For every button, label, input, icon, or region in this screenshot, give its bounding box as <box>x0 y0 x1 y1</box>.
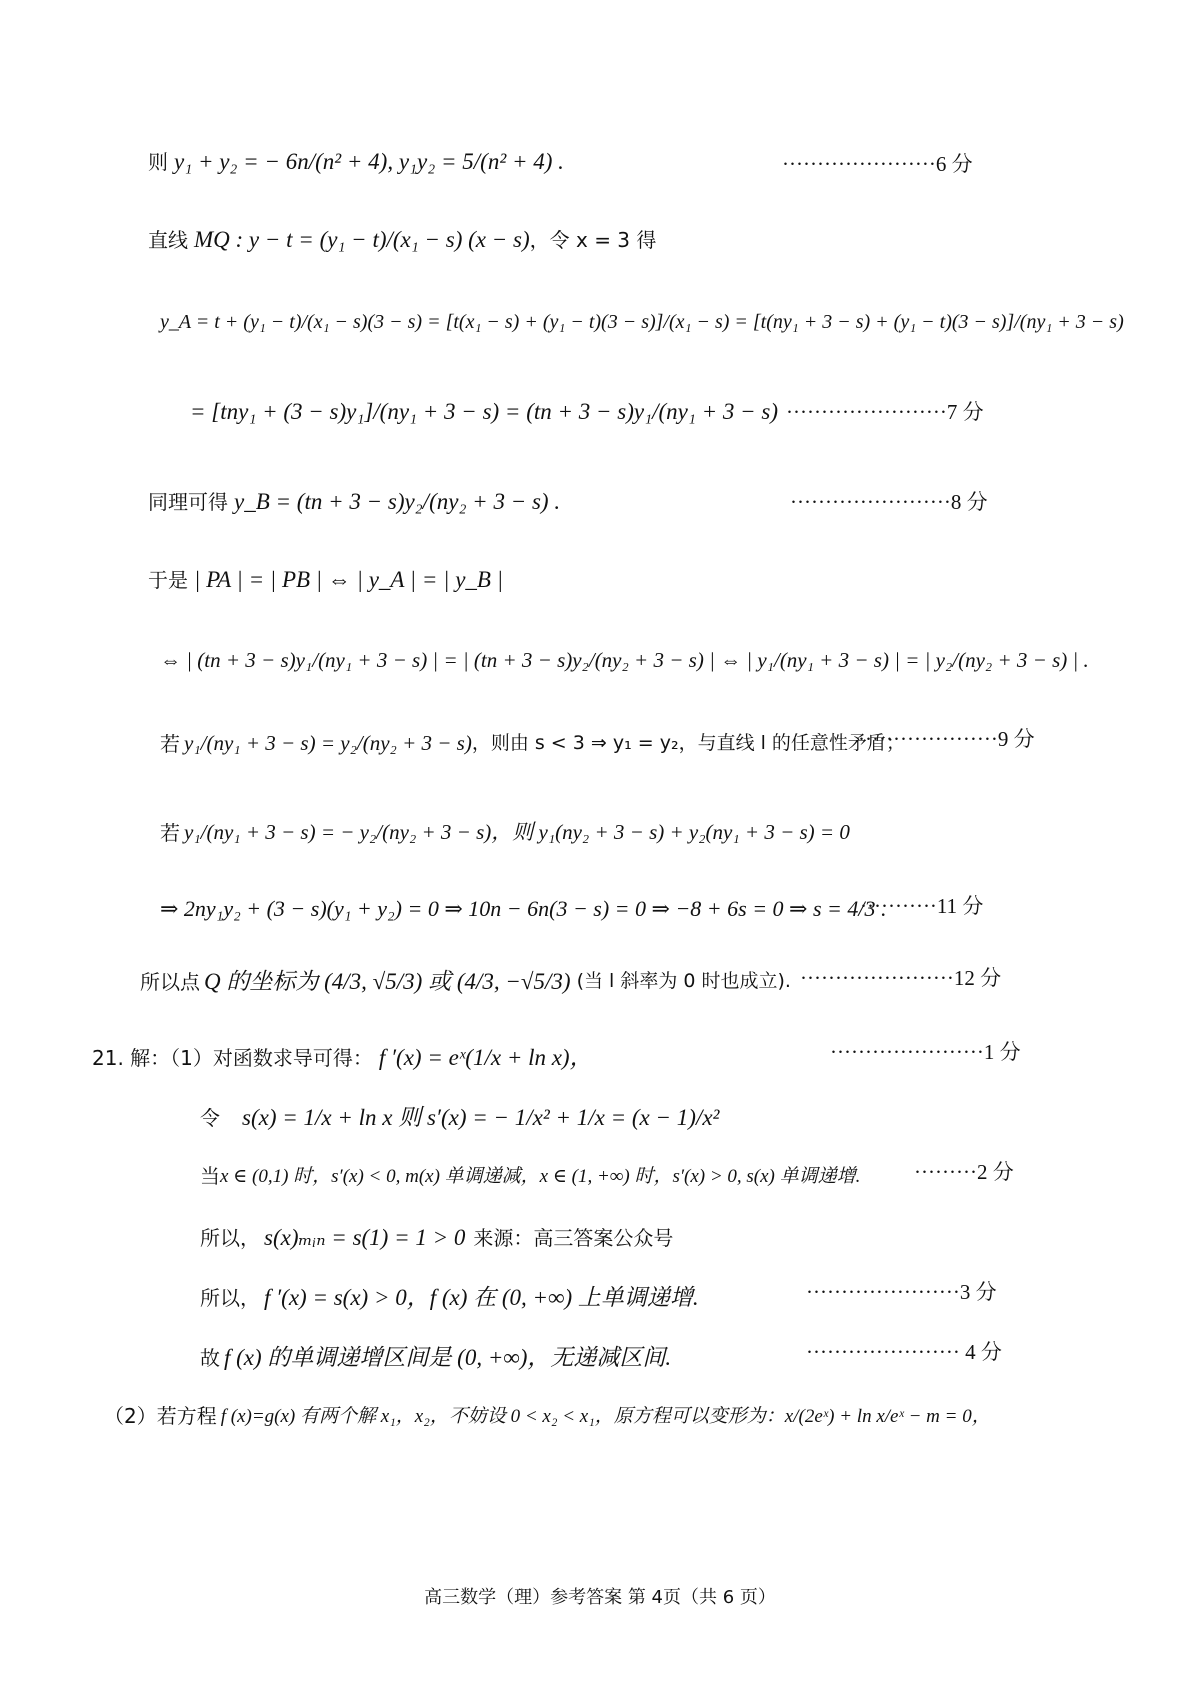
line-prefix: 则 <box>148 149 168 174</box>
score-marker: ······················6 分 <box>782 152 973 176</box>
score-marker: ·······················8 分 <box>790 490 988 514</box>
score-marker: ······················ 4 分 <box>806 1340 1002 1364</box>
score-marker: ······················1 分 <box>830 1040 1021 1064</box>
score-marker: ·········2 分 <box>914 1160 1014 1184</box>
score-marker: ······················3 分 <box>806 1280 997 1304</box>
line-s-minimum <box>200 1226 673 1249</box>
line-ya-simplified <box>190 400 778 423</box>
formula: f (x) 的单调递增区间是 (0, +∞)，无递减区间. <box>224 1345 672 1370</box>
formula: y₁/(ny₁ + 3 − s) = y₂/(ny₂ + 3 − s) <box>184 731 472 755</box>
line-prefix: 所以， <box>200 1285 260 1310</box>
line-y1-y2-sum-product <box>148 150 564 173</box>
formula: y₁ + y₂ = − 6n/(n² + 4), y₁y₂ = 5/(n² + 4) . <box>174 149 564 174</box>
line-monotonicity-s <box>200 1166 860 1186</box>
line-prefix: 于是 <box>148 567 188 592</box>
formula: Q 的坐标为 (4/3, √5/3) 或 (4/3, −√5/3) <box>204 969 571 994</box>
line-prefix: 若 <box>160 820 180 845</box>
line-ya-derivation <box>160 312 1124 332</box>
line-suffix: (当 l 斜率为 0 时也成立). <box>576 970 791 992</box>
formula: MQ : y − t = (y₁ − t)/(x₁ − s) (x − s) <box>194 227 530 252</box>
line-solve-s <box>160 898 887 920</box>
formula: s(x)ₘᵢₙ = s(1) = 1 > 0 <box>264 1225 466 1250</box>
formula: f ′(x) = s(x) > 0，f (x) 在 (0, +∞) 上单调递增. <box>264 1285 699 1310</box>
line-prefix: 直线 <box>148 227 188 252</box>
line-prefix: 所以点 <box>140 969 200 994</box>
line-yb <box>148 490 560 513</box>
line-prefix: 当 <box>200 1164 220 1188</box>
line-suffix: ，则由 s < 3 ⇒ y₁ = y₂，与直线 l 的任意性矛盾； <box>471 732 905 754</box>
formula: ⇒ 2ny₁y₂ + (3 − s)(y₁ + y₂) = 0 ⇒ 10n − 6n(3 − s) = 0 ⇒ −8 + 6s = 0 ⇒ s = 4/3 . <box>160 896 887 921</box>
line-suffix: ，则 y₁(ny₂ + 3 − s) + y₂(ny₁ + 3 − s) = 0 <box>491 820 850 844</box>
formula: y₁/(ny₁ + 3 − s) = − y₂/(ny₂ + 3 − s) <box>184 820 492 844</box>
formula: x ∈ (0,1) 时，s′(x) < 0, m(x) 单调递减，x ∈ (1, +∞) 时，s′(x) > 0, s(x) 单调递增. <box>220 1165 861 1187</box>
page-footer: 高三数学（理）参考答案 第 4页（共 6 页） <box>424 1587 776 1608</box>
score-marker: ····················9 分 <box>858 727 1035 751</box>
line-case-opposite <box>160 822 850 843</box>
formula: y_A = t + (y₁ − t)/(x₁ − s)(3 − s) = [t(x₁ − s) + (y₁ − t)(3 − s)]/(x₁ − s) = [t(ny₁ + 3 − s) + (y₁ − t)(3 − s)]/(ny₁ + 3 − s) <box>160 311 1124 333</box>
line-part-two-equation <box>104 1406 991 1426</box>
line-pa-pb-equivalence <box>148 568 503 591</box>
formula: f ′(x) = eˣ(1/x + ln x)， <box>378 1045 593 1070</box>
line-f-increasing <box>200 1286 699 1309</box>
line-suffix: ，令 x = 3 得 <box>529 227 657 252</box>
line-prefix: 21. 解：（1）对函数求导可得： <box>92 1045 373 1070</box>
line-abs-equivalence <box>160 650 1089 671</box>
score-marker: ·······················7 分 <box>786 400 984 424</box>
line-line-mq <box>148 228 656 251</box>
line-prefix: 所以， <box>200 1225 260 1250</box>
formula: ⇔ | (tn + 3 − s)y₁/(ny₁ + 3 − s) | = | (tn + 3 − s)y₂/(ny₂ + 3 − s) | ⇔ | y₁/(ny₁ + 3 − s) | = | y₂/(ny₂ + 3 − s) | . <box>160 648 1089 672</box>
formula: = [tny₁ + (3 − s)y₁]/(ny₁ + 3 − s) = (tn + 3 − s)y₁/(ny₁ + 3 − s) <box>190 399 779 424</box>
line-define-s <box>200 1106 719 1129</box>
score-marker: ···········11 分 <box>860 894 984 918</box>
line-q21-derivative <box>92 1046 593 1069</box>
formula: f (x)=g(x) 有两个解 x₁，x₂，不妨设 0 < x₂ < x₁，原方程可以变形为：x/(2eˣ) + ln x/eˣ − m = 0， <box>220 1405 991 1427</box>
formula: | PA | = | PB | ⇔ | y_A | = | y_B | <box>194 567 504 592</box>
line-prefix: 同理可得 <box>148 489 228 514</box>
line-q-coordinates <box>140 970 791 993</box>
line-increasing-interval <box>200 1346 671 1369</box>
line-case-equal <box>160 733 905 754</box>
formula: y_B = (tn + 3 − s)y₂/(ny₂ + 3 − s) . <box>234 489 561 514</box>
line-suffix: 来源：高三答案公众号 <box>473 1225 674 1250</box>
score-marker: ······················12 分 <box>800 966 1002 990</box>
line-prefix: 故 <box>200 1345 220 1370</box>
line-prefix: 若 <box>160 731 180 756</box>
formula: s(x) = 1/x + ln x 则 s′(x) = − 1/x² + 1/x = (x − 1)/x² <box>242 1105 720 1130</box>
line-prefix: （2）若方程 <box>104 1404 217 1428</box>
line-prefix: 令 <box>200 1105 220 1130</box>
